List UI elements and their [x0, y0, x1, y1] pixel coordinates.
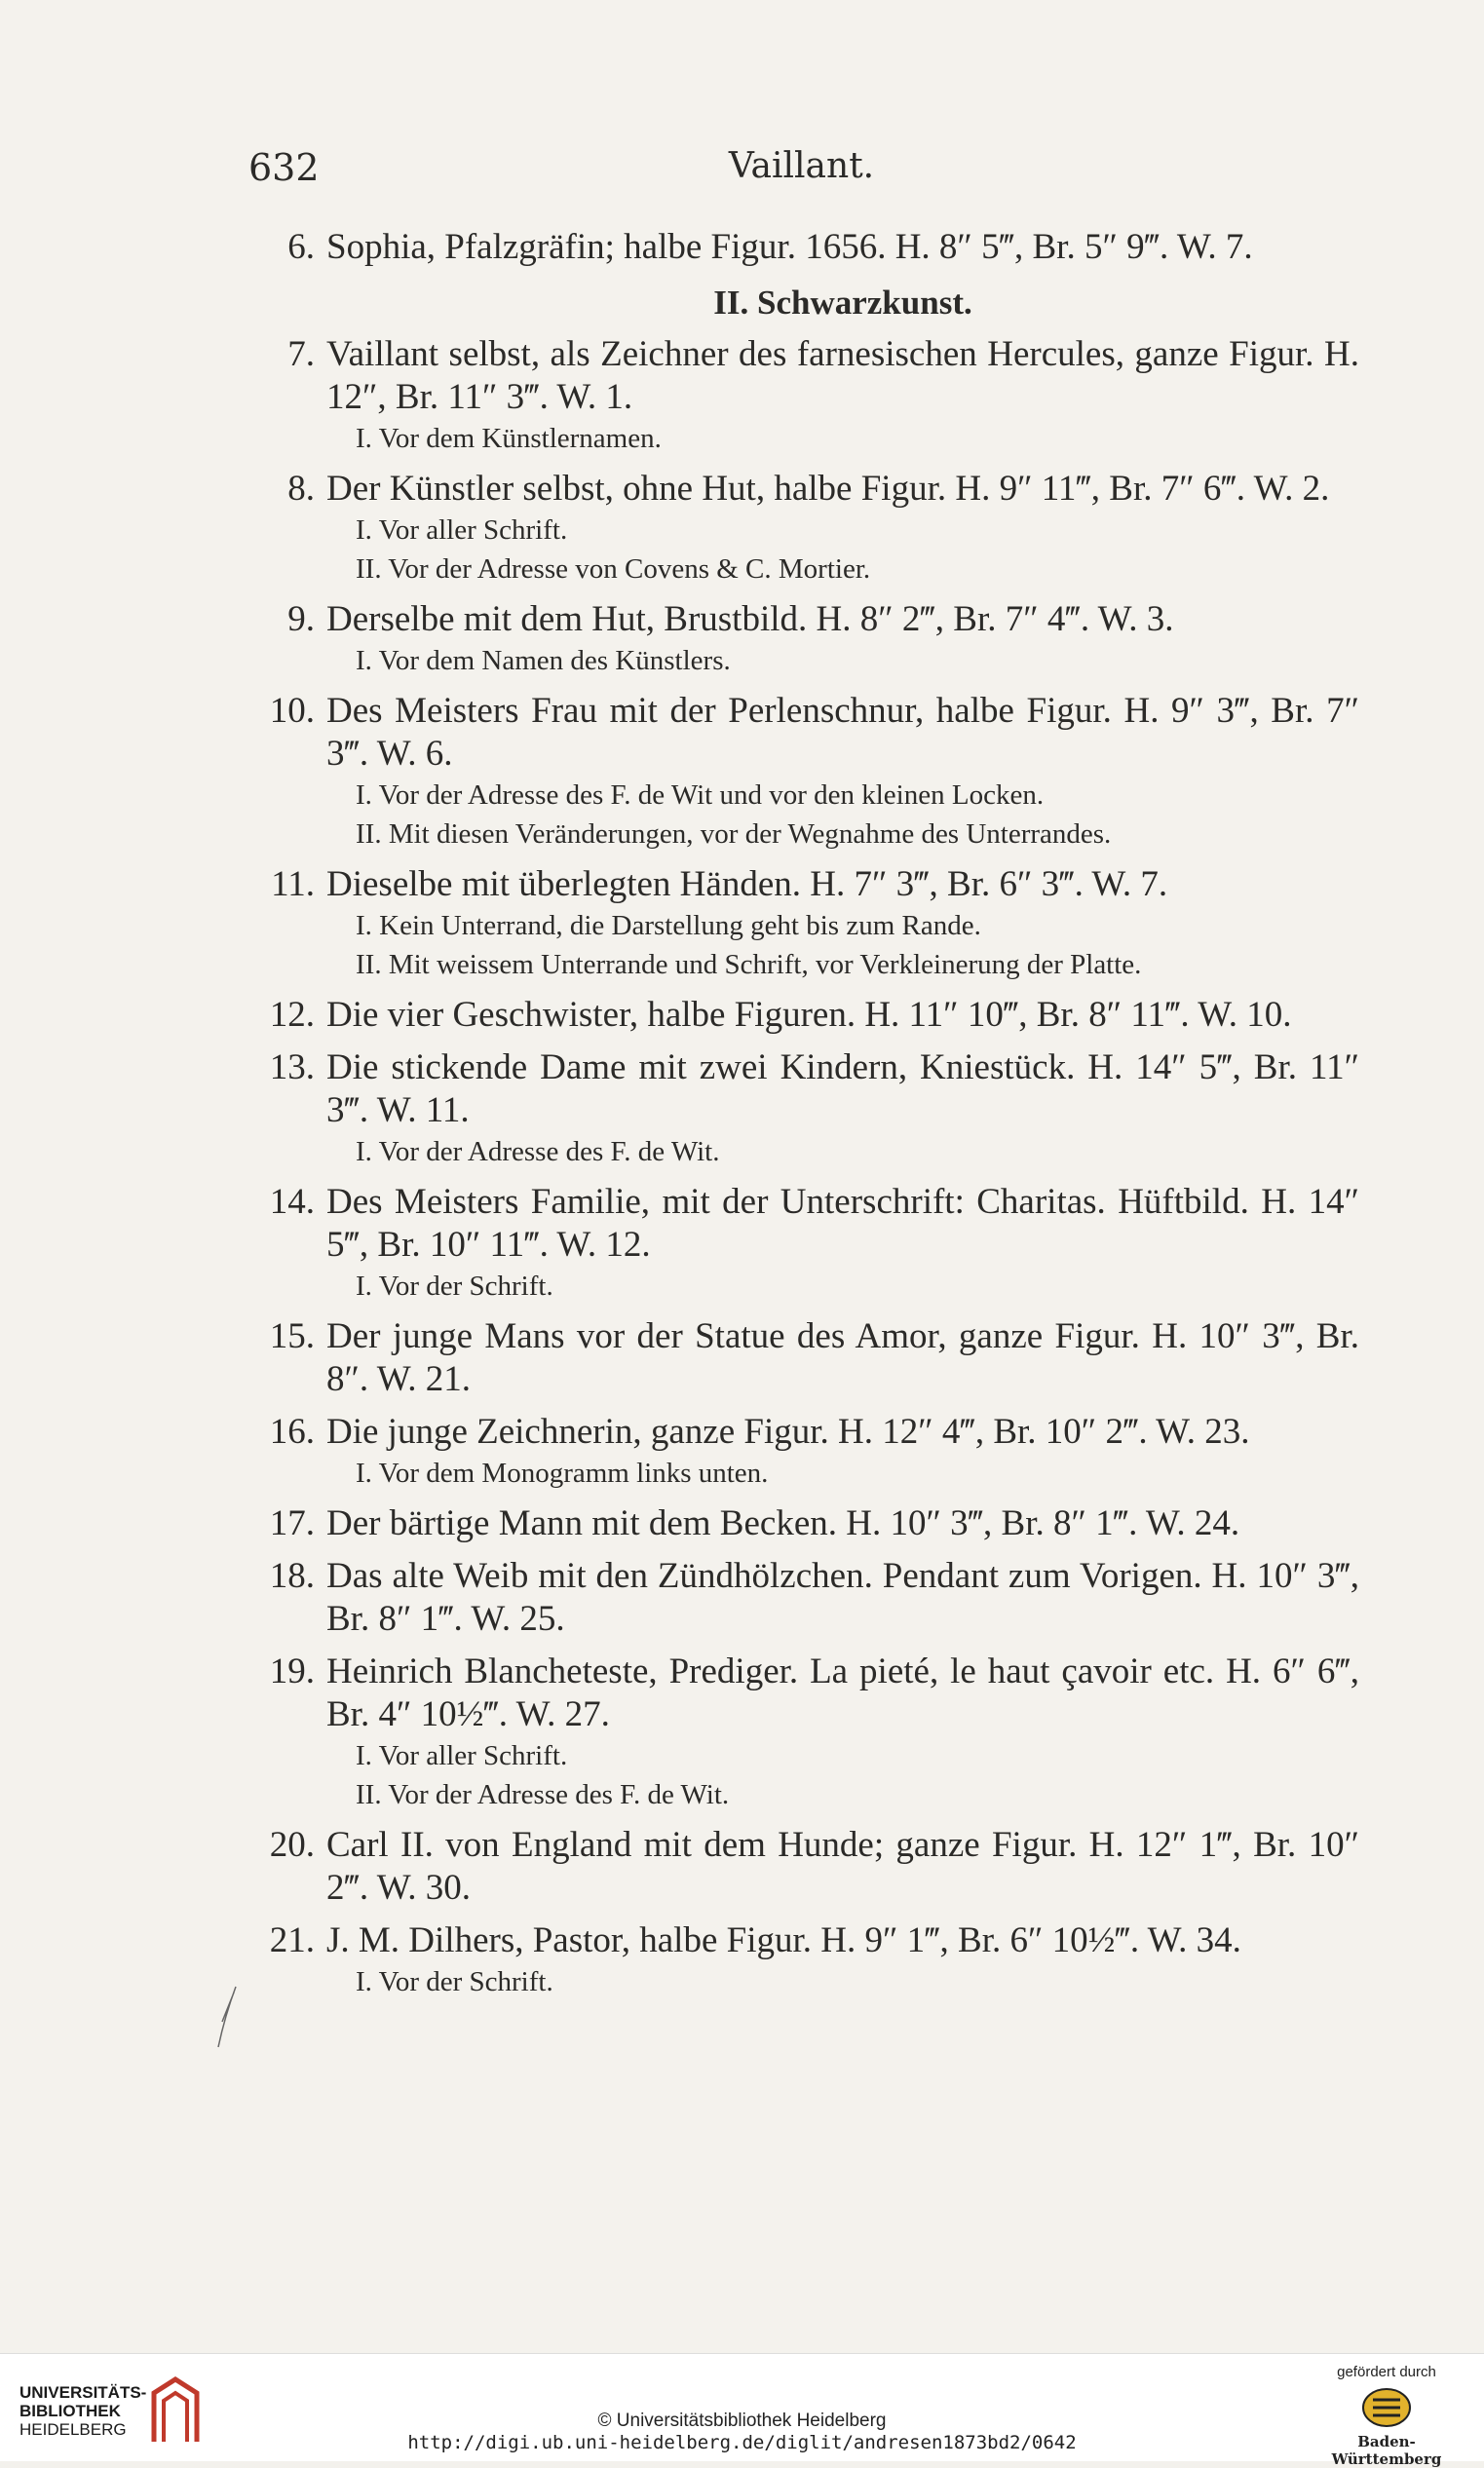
- catalogue-entry: [248, 863, 1359, 984]
- state-note: I. Kein Unterrand, die Darstellung geht bis zum Rande.: [356, 910, 981, 941]
- section-heading: II. Schwarzkunst.: [713, 284, 972, 322]
- entry-number: 16.: [269, 1412, 315, 1452]
- entry-states: [248, 511, 1359, 589]
- entry-text: Der junge Mans vor der Statue des Amor, ganze Figur. H. 10″ 3‴, Br. 8″. W. 21.: [326, 1316, 1359, 1399]
- state-note: I. Vor der Schrift.: [356, 1271, 553, 1302]
- catalogue-entry: [248, 1411, 1359, 1493]
- entry-number: 21.: [269, 1920, 315, 1960]
- digitization-footer: [0, 2353, 1484, 2468]
- entry-text: Die vier Geschwister, halbe Figuren. H. 11″ 10‴, Br. 8″ 11‴. W. 10.: [326, 995, 1292, 1035]
- copyright-text: © Universitätsbibliothek Heidelberg: [597, 2411, 887, 2431]
- entry-number: 18.: [269, 1556, 315, 1596]
- entry-list: [248, 333, 1359, 2001]
- state-note: I. Vor der Schrift.: [356, 1966, 553, 1997]
- entry-number: 14.: [269, 1182, 315, 1222]
- catalogue-entry: [248, 690, 1359, 854]
- entry-number: 11.: [271, 864, 315, 904]
- state-note: II. Vor der Adresse von Covens & C. Mortier.: [356, 553, 871, 585]
- state-note: I. Vor dem Künstlernamen.: [356, 423, 662, 454]
- catalogue-content: [248, 226, 1359, 2011]
- entry-states: [248, 1962, 1359, 2001]
- entry-number: 10.: [269, 691, 315, 731]
- permalink-url[interactable]: http://digi.ub.uni-heidelberg.de/diglit/andresen1873bd2/0642: [407, 2432, 1077, 2453]
- catalogue-entry: [248, 333, 1359, 458]
- entry-text: Der Künstler selbst, ohne Hut, halbe Figur. H. 9″ 11‴, Br. 7″ 6‴. W. 2.: [326, 469, 1330, 509]
- entry-number: 8.: [287, 469, 315, 509]
- entry-text: Derselbe mit dem Hut, Brustbild. H. 8″ 2‴, Br. 7″ 4‴. W. 3.: [326, 599, 1174, 639]
- catalogue-entry: [248, 598, 1359, 680]
- sponsor-block: [1318, 2364, 1455, 2468]
- catalogue-entry: [248, 994, 1359, 1037]
- catalogue-entry: [248, 1046, 1359, 1171]
- page-number: 632: [248, 146, 320, 189]
- page-header: [248, 146, 1354, 195]
- entry-number: 7.: [287, 334, 315, 374]
- entry-text: Des Meisters Frau mit der Perlenschnur, halbe Figur. H. 9″ 3‴, Br. 7″ 3‴. W. 6.: [326, 691, 1359, 774]
- entry-number: 12.: [269, 995, 315, 1035]
- handwritten-pencil-mark: [212, 1983, 242, 2051]
- entry-states: [248, 776, 1359, 854]
- catalogue-entry: [248, 1502, 1359, 1545]
- entry-states: [248, 1454, 1359, 1493]
- entry-text: Die stickende Dame mit zwei Kindern, Kniestück. H. 14″ 5‴, Br. 11″ 3‴. W. 11.: [326, 1047, 1359, 1130]
- entry-number: 20.: [269, 1825, 315, 1865]
- state-note: II. Mit weissem Unterrande und Schrift, vor Verkleinerung der Platte.: [356, 949, 1142, 980]
- catalogue-entry: [248, 1315, 1359, 1401]
- copyright-block: [0, 2411, 1484, 2453]
- entry-text: Sophia, Pfalzgräfin; halbe Figur. 1656. H. 8″ 5‴, Br. 5″ 9‴. W. 7.: [326, 227, 1253, 267]
- entry-text: Das alte Weib mit den Zündhölzchen. Pendant zum Vorigen. H. 10″ 3‴, Br. 8″ 1‴. W. 25.: [326, 1556, 1359, 1639]
- entry-text: Die junge Zeichnerin, ganze Figur. H. 12″ 4‴, Br. 10″ 2‴. W. 23.: [326, 1412, 1250, 1452]
- catalogue-entry: [248, 1181, 1359, 1306]
- entry-number: 19.: [269, 1652, 315, 1691]
- catalogue-entry: [248, 468, 1359, 589]
- state-note: I. Vor dem Monogramm links unten.: [356, 1458, 769, 1489]
- state-note: I. Vor der Adresse des F. de Wit.: [356, 1136, 720, 1167]
- entry-number: 6.: [287, 227, 315, 267]
- entry-states: [248, 906, 1359, 984]
- state-note: I. Vor aller Schrift.: [356, 514, 568, 546]
- entry-text: Des Meisters Familie, mit der Unterschrift: Charitas. Hüftbild. H. 14″ 5‴, Br. 10″ 11‴. W. 12.: [326, 1182, 1359, 1265]
- entry-states: [248, 641, 1359, 680]
- state-crest-icon: [1359, 2386, 1414, 2429]
- entry-text: Heinrich Blancheteste, Prediger. La pieté, le haut çavoir etc. H. 6″ 6‴, Br. 4″ 10½‴. W. 27.: [326, 1652, 1359, 1734]
- state-note: II. Mit diesen Veränderungen, vor der Wegnahme des Unterrandes.: [356, 818, 1112, 850]
- state-note: I. Vor aller Schrift.: [356, 1740, 568, 1771]
- entry-text: Carl II. von England mit dem Hunde; ganze Figur. H. 12″ 1‴, Br. 10″ 2‴. W. 30.: [326, 1825, 1359, 1908]
- entry-number: 13.: [269, 1047, 315, 1087]
- state-note: II. Vor der Adresse des F. de Wit.: [356, 1779, 730, 1810]
- entry-states: [248, 419, 1359, 458]
- state-note: I. Vor der Adresse des F. de Wit und vor den kleinen Locken.: [356, 779, 1045, 811]
- catalogue-entry: [248, 226, 1359, 269]
- entry-text: Der bärtige Mann mit dem Becken. H. 10″ 3‴, Br. 8″ 1‴. W. 24.: [326, 1503, 1240, 1543]
- sponsor-label: gefördert durch: [1337, 2364, 1436, 2380]
- entry-text: Vaillant selbst, als Zeichner des farnesischen Hercules, ganze Figur. H. 12″, Br. 11″ 3‴. W. 1.: [326, 334, 1359, 417]
- running-title: Vaillant.: [728, 146, 875, 186]
- library-logo-text: UNIVERSITÄTS- BIBLIOTHEK HEIDELBERG: [19, 2383, 147, 2439]
- catalogue-entry: [248, 1919, 1359, 2001]
- catalogue-entry: [248, 1555, 1359, 1641]
- entry-text: J. M. Dilhers, Pastor, halbe Figur. H. 9″ 1‴, Br. 6″ 10½‴. W. 34.: [326, 1920, 1241, 1960]
- catalogue-entry: [248, 1651, 1359, 1814]
- catalogue-entry: [248, 1824, 1359, 1910]
- entry-states: [248, 1267, 1359, 1306]
- state-note: I. Vor dem Namen des Künstlers.: [356, 645, 731, 676]
- entry-number: 15.: [269, 1316, 315, 1356]
- entry-states: [248, 1736, 1359, 1814]
- entry-number: 17.: [269, 1503, 315, 1543]
- entry-states: [248, 1132, 1359, 1171]
- sponsor-name: Baden-Württemberg: [1331, 2433, 1442, 2468]
- entry-text: Dieselbe mit überlegten Händen. H. 7″ 3‴, Br. 6″ 3‴. W. 7.: [326, 864, 1168, 904]
- entry-number: 9.: [287, 599, 315, 639]
